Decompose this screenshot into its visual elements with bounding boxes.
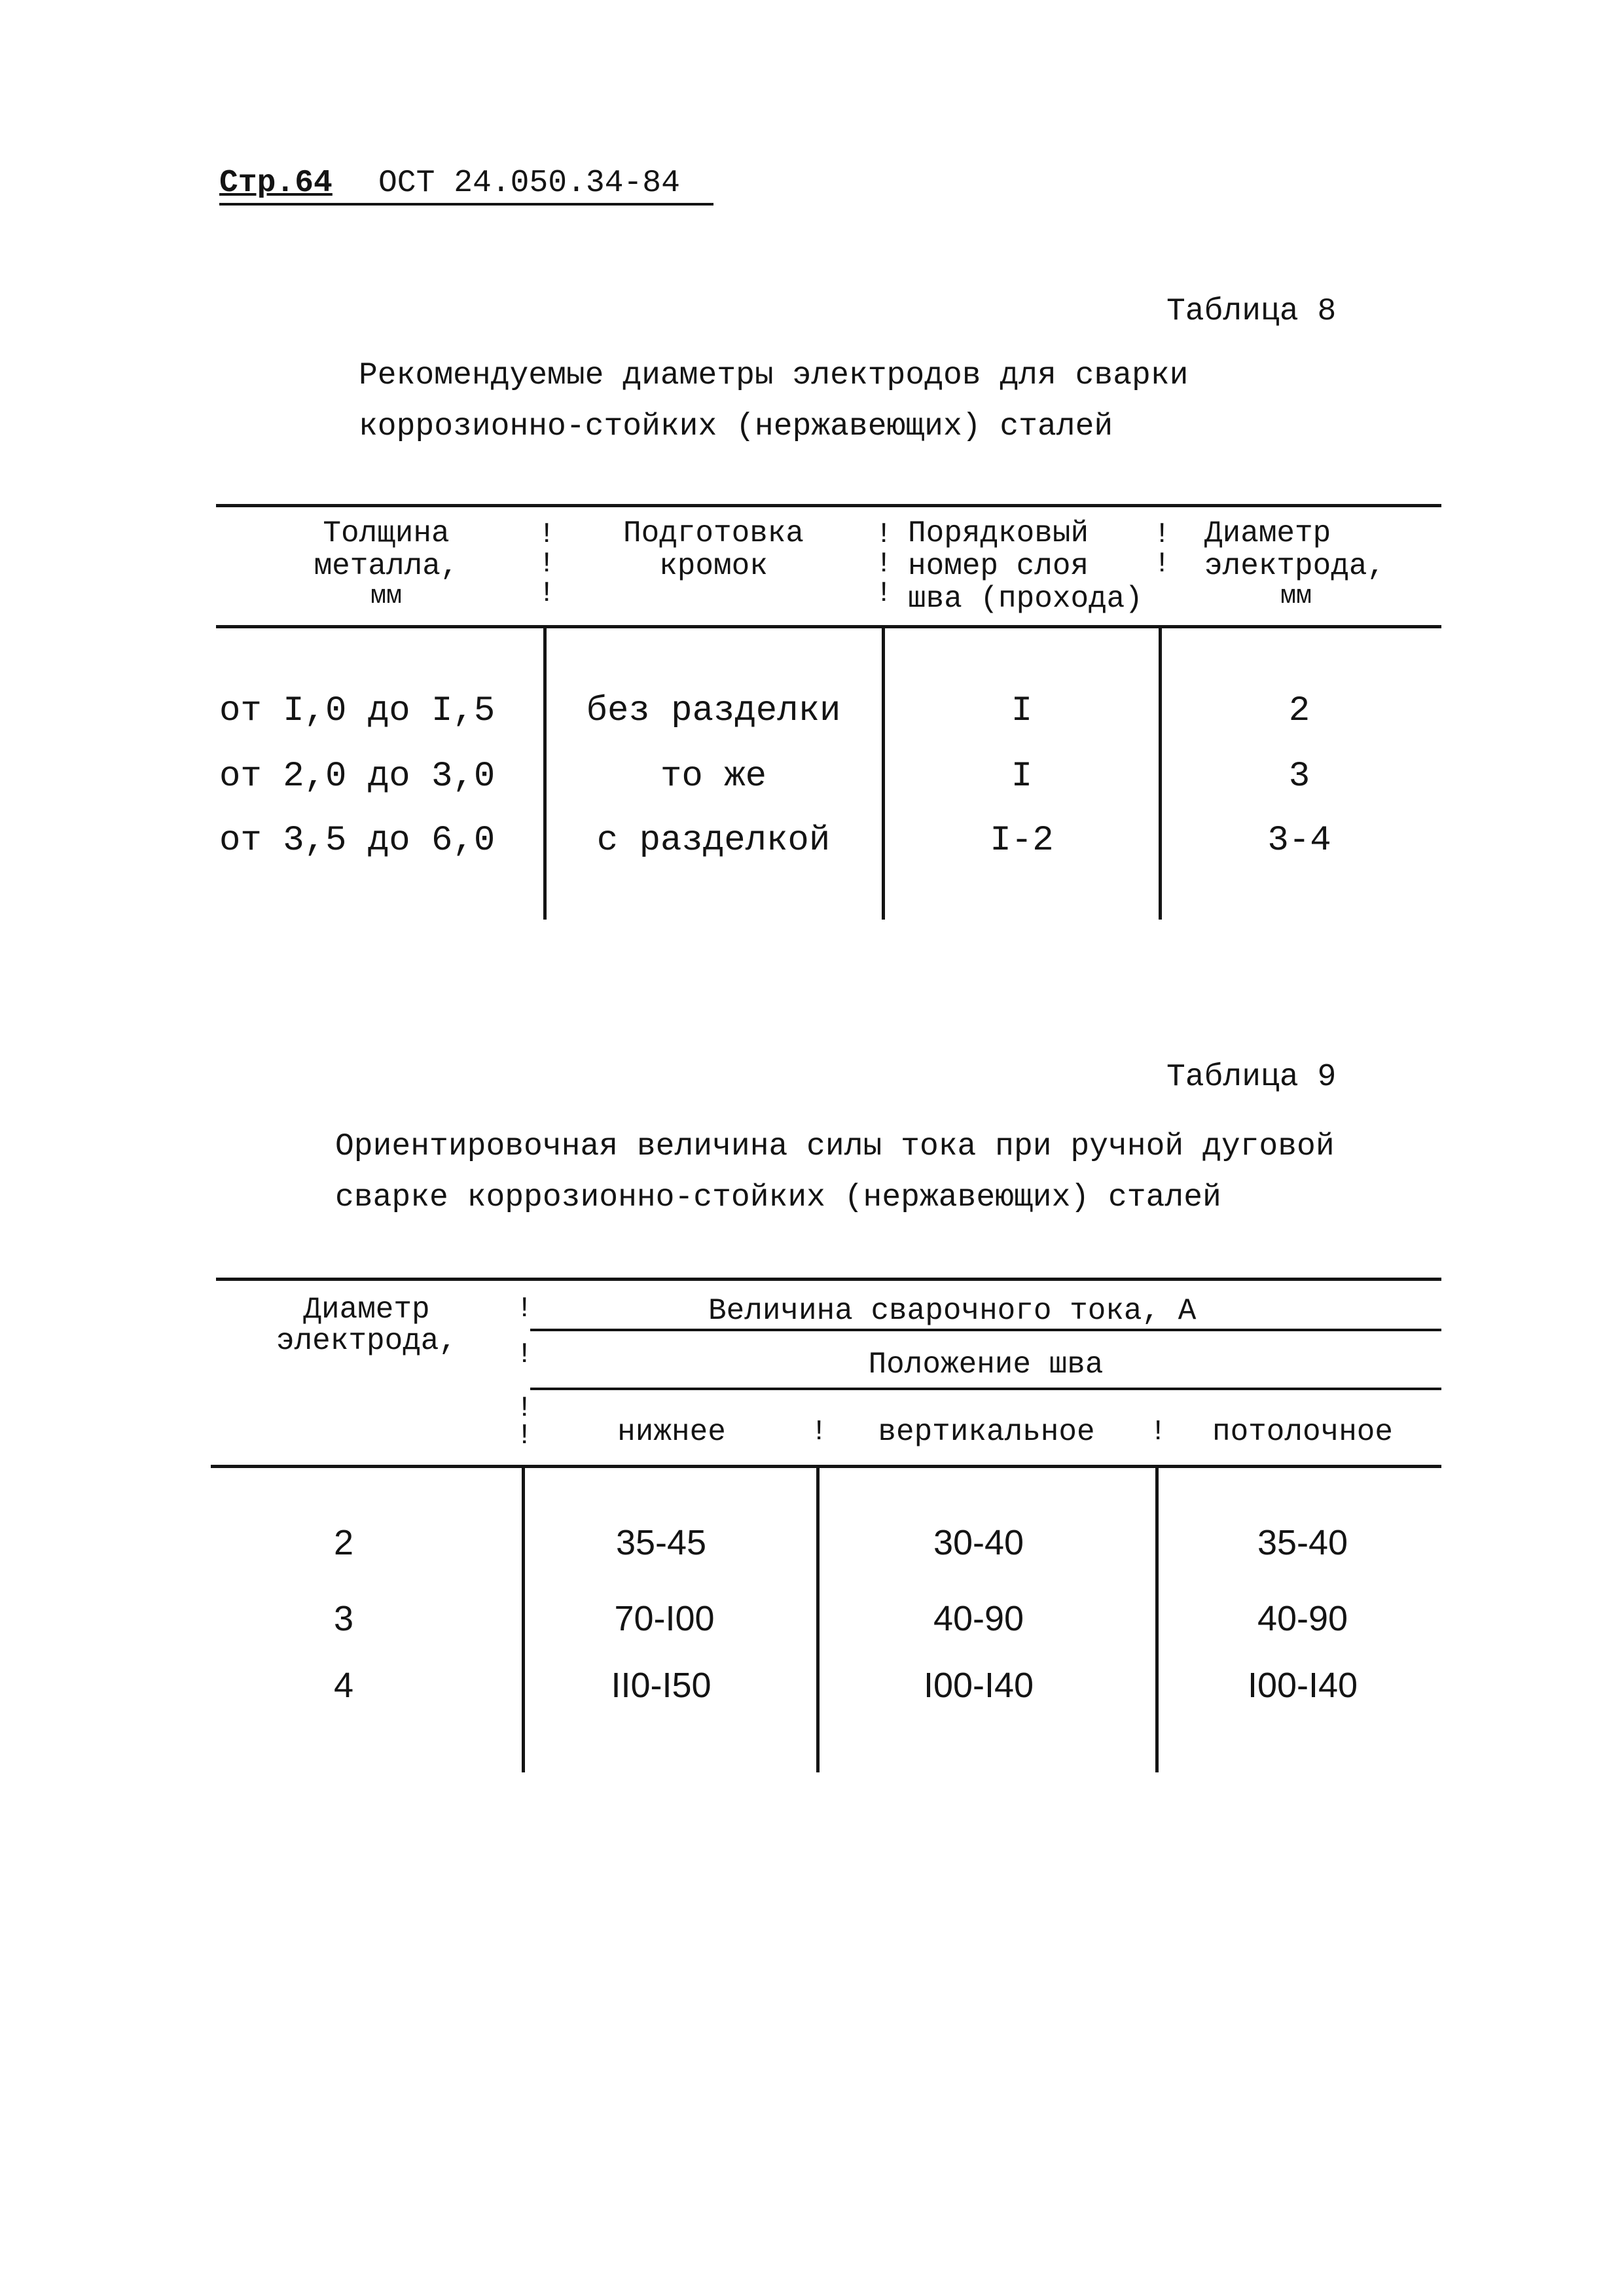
table9-header-diameter-2: электрода, [276,1324,458,1358]
table8-header-diam-1: Диаметр [1204,516,1331,550]
table8-header-thickness-3: мм [370,582,402,611]
table8-header-sep: ! [875,518,893,551]
table-cell: от 3,5 до 6,0 [219,821,496,861]
table8-title-line2: коррозионно-стойких (нержавеющих) сталей [359,409,1113,444]
table-cell: 30-40 [933,1523,1024,1562]
page-reference: Стр.64 [219,166,333,201]
table8-header-sep: ! [875,577,893,610]
table9-header-diameter-1: Диаметр [303,1293,430,1327]
table-cell: то же [660,757,767,797]
table9-header-sep: ! [516,1420,533,1452]
table8-header-layer-1: Порядковый [908,516,1089,550]
table-cell: 4 [333,1666,354,1705]
table9-header-position: Положение шва [868,1348,1104,1382]
table8-header-prep-2: кромок [659,549,768,583]
table9-col-divider-1 [522,1465,525,1772]
table-cell: I00-I40 [923,1666,1034,1705]
table9-header-pos-ceiling: потолочное [1212,1415,1394,1449]
table8-header-sep: ! [538,518,556,551]
table9-header-rule [211,1465,1441,1468]
table8-col-divider-1 [543,625,547,920]
standard-number: ОСТ 24.050.34-84 [378,166,680,201]
table9-header-sep: ! [810,1416,828,1448]
table9-current-rule [530,1329,1441,1331]
table9-title-line1: Ориентировочная величина силы тока при ручной дуговой [335,1129,1335,1164]
table-cell: I-2 [990,821,1054,861]
table9-title-line2: сварке коррозионно-стойких (нержавеющих) сталей [335,1180,1221,1215]
table9-position-rule [530,1388,1441,1390]
table8-header-sep: ! [538,577,556,610]
table-cell: от 2,0 до 3,0 [219,757,496,797]
table9-header-pos-vertical: вертикальное [878,1415,1095,1449]
table8-top-rule [216,504,1441,507]
table9-header-sep: ! [516,1392,533,1425]
table8-header-thickness-1: Толщина [323,516,450,550]
table8-header-sep: ! [538,548,556,581]
table-cell: 40-90 [933,1599,1024,1638]
table9-col-divider-2 [816,1465,820,1772]
table-cell: с разделкой [596,821,831,861]
table8-header-rule [216,625,1441,628]
table9-top-rule [216,1278,1441,1281]
table9-label: Таблица 9 [1166,1060,1337,1095]
table-cell: 3 [1288,757,1310,797]
table-cell: I00-I40 [1247,1666,1358,1705]
table-cell: 3 [333,1599,354,1638]
table9-header-sep: ! [1149,1416,1167,1448]
table-cell: 2 [1288,691,1310,731]
table8-header-thickness-2: металла, [314,549,459,583]
table-cell: 35-40 [1257,1523,1348,1562]
table9-header-pos-bottom: нижнее [617,1415,726,1449]
table8-label: Таблица 8 [1166,294,1337,329]
table-cell: II0-I50 [611,1666,712,1705]
table-cell: 35-45 [615,1523,707,1562]
table9-header-sep: ! [516,1293,533,1325]
table-cell: 40-90 [1257,1599,1348,1638]
table-cell: 3-4 [1267,821,1331,861]
table8-header-sep: ! [1153,518,1171,551]
table-cell: I [1011,691,1033,731]
table9-header-sep: ! [516,1338,533,1371]
table8-header-sep: ! [1153,548,1171,581]
table8-header-diam-3: мм [1280,582,1312,611]
table-cell: I [1011,757,1033,797]
table8-header-diam-2: электрода, [1204,549,1386,583]
table8-header-layer-3: шва (прохода) [908,582,1143,616]
table-cell: от I,0 до I,5 [219,691,496,731]
table8-header-prep-1: Подготовка [623,516,804,550]
table-cell: 2 [333,1523,354,1562]
table9-header-current: Величина сварочного тока, А [708,1294,1197,1328]
table8-header-sep: ! [875,548,893,581]
table8-title-line1: Рекомендуемые диаметры электродов для сварки [359,358,1189,393]
header-underline [219,203,713,206]
table8-header-layer-2: номер слоя [908,549,1089,583]
table-cell: 70-I00 [614,1599,715,1638]
table-cell: без разделки [586,691,841,731]
table9-col-divider-3 [1155,1465,1159,1772]
